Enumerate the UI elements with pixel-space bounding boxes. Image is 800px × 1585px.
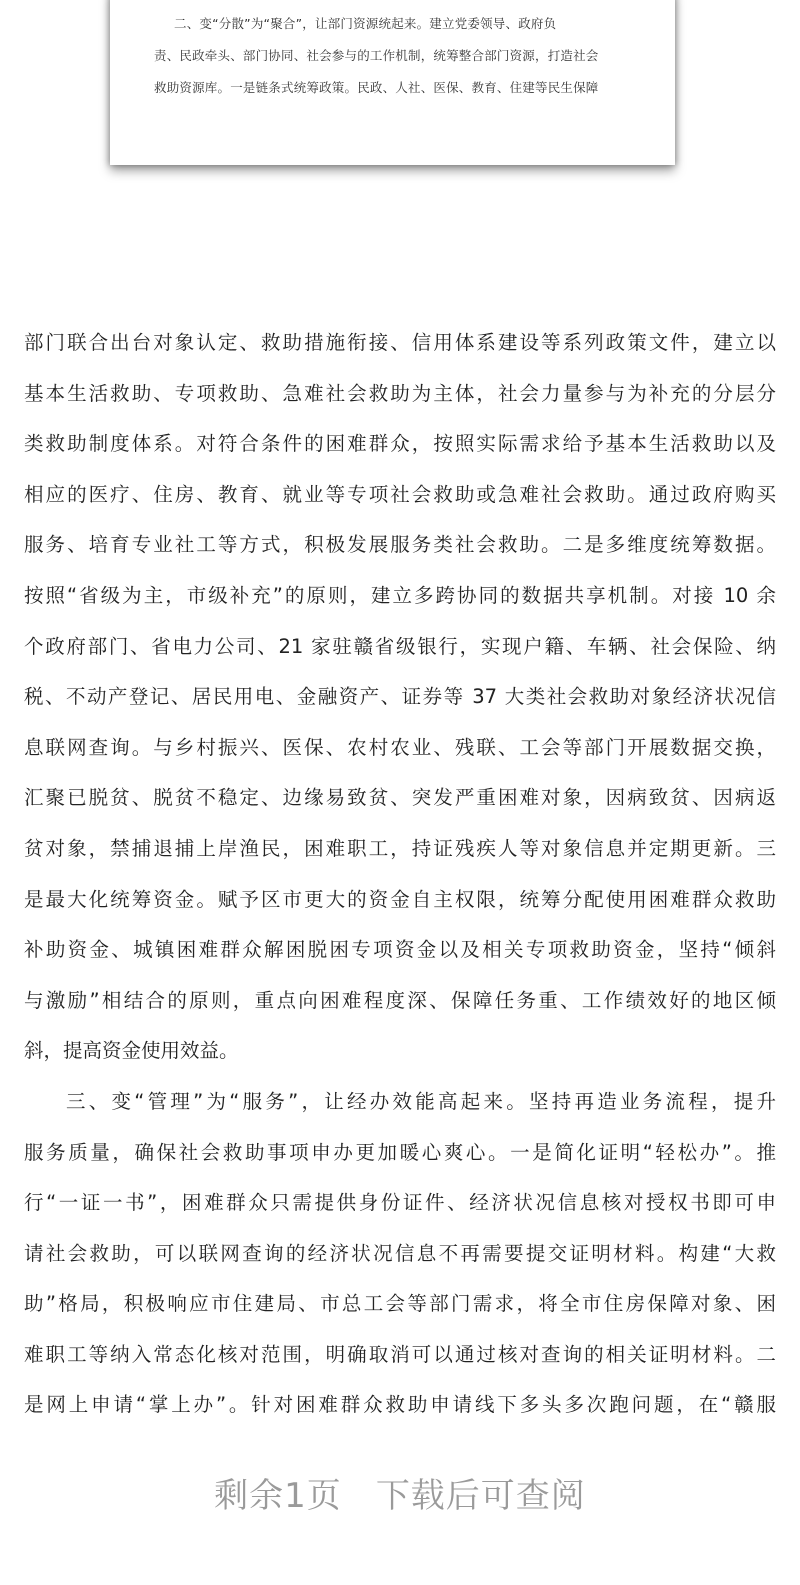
remaining-pages-label: 剩余1页 <box>214 1476 342 1516</box>
body-line: 难职工等纳入常态化核对范围，明确取消可以通过核对查询的相关证明材料。二 <box>24 1342 776 1366</box>
body-line: 税、不动产登记、居民用电、金融资产、证券等 37 大类社会救助对象经济状况信 <box>24 685 776 709</box>
body-line: 部门联合出台对象认定、救助措施衔接、信用体系建设等系列政策文件，建立以 <box>24 331 776 354</box>
download-prompt[interactable] <box>0 1468 800 1517</box>
body-line: 贫对象，禁捕退捕上岸渔民，困难职工，持证残疾人等对象信息并定期更新。三 <box>24 836 776 860</box>
preview-line: 责、民政牵头、部门协同、社会参与的工作机制，统筹整合部门资源，打造社会 <box>154 48 599 63</box>
preview-line: 二、变“分散”为“聚合”，让部门资源统起来。建立党委领导、政府负 <box>174 16 557 31</box>
body-line: 息联网查询。与乡村振兴、医保、农村农业、残联、工会等部门开展数据交换， <box>24 735 776 759</box>
body-line: 与激励”相结合的原则，重点向困难程度深、保障任务重、工作绩效好的地区倾 <box>24 988 776 1012</box>
preview-page-text <box>154 8 634 104</box>
document-body <box>24 318 776 1431</box>
body-line: 三、变“管理”为“服务”，让经办效能高起来。坚持再造业务流程，提升 <box>66 1089 776 1113</box>
download-to-view-label[interactable]: 下载后可查阅 <box>375 1476 586 1516</box>
body-line: 按照“省级为主，市级补充”的原则，建立多跨协同的数据共享机制。对接 10 余 <box>24 583 776 607</box>
preview-line: 救助资源库。一是链条式统筹政策。民政、人社、医保、教育、住建等民生保障 <box>154 80 599 95</box>
body-line: 个政府部门、省电力公司、21 家驻赣省级银行，实现户籍、车辆、社会保险、纳 <box>24 634 776 658</box>
body-line: 斜，提高资金使用效益。 <box>24 1039 239 1063</box>
body-line: 服务、培育专业社工等方式，积极发展服务类社会救助。二是多维度统筹数据。 <box>24 533 776 557</box>
body-line: 基本生活救助、专项救助、急难社会救助为主体，社会力量参与为补充的分层分 <box>24 381 776 405</box>
body-line: 助”格局，积极响应市住建局、市总工会等部门需求，将全市住房保障对象、困 <box>24 1292 776 1316</box>
body-line: 类救助制度体系。对符合条件的困难群众，按照实际需求给予基本生活救助以及 <box>24 432 776 456</box>
preview-page-card <box>110 0 675 165</box>
body-line: 相应的医疗、住房、教育、就业等专项社会救助或急难社会救助。通过政府购买 <box>24 482 776 506</box>
body-line: 行“一证一书”，困难群众只需提供身份证件、经济状况信息核对授权书即可申 <box>24 1191 776 1215</box>
body-line: 是网上申请“掌上办”。针对困难群众救助申请线下多头多次跑问题，在“赣服 <box>24 1393 776 1417</box>
body-line: 请社会救助，可以联网查询的经济状况信息不再需要提交证明材料。构建“大救 <box>24 1241 776 1265</box>
body-line: 补助资金、城镇困难群众解困脱困专项资金以及相关专项救助资金，坚持“倾斜 <box>24 938 776 962</box>
body-line: 汇聚已脱贫、脱贫不稳定、边缘易致贫、突发严重困难对象，因病致贫、因病返 <box>24 786 776 810</box>
body-line: 是最大化统筹资金。赋予区市更大的资金自主权限，统筹分配使用困难群众救助 <box>24 887 776 911</box>
body-line: 服务质量，确保社会救助事项申办更加暖心爽心。一是简化证明“轻松办”。推 <box>24 1140 776 1164</box>
